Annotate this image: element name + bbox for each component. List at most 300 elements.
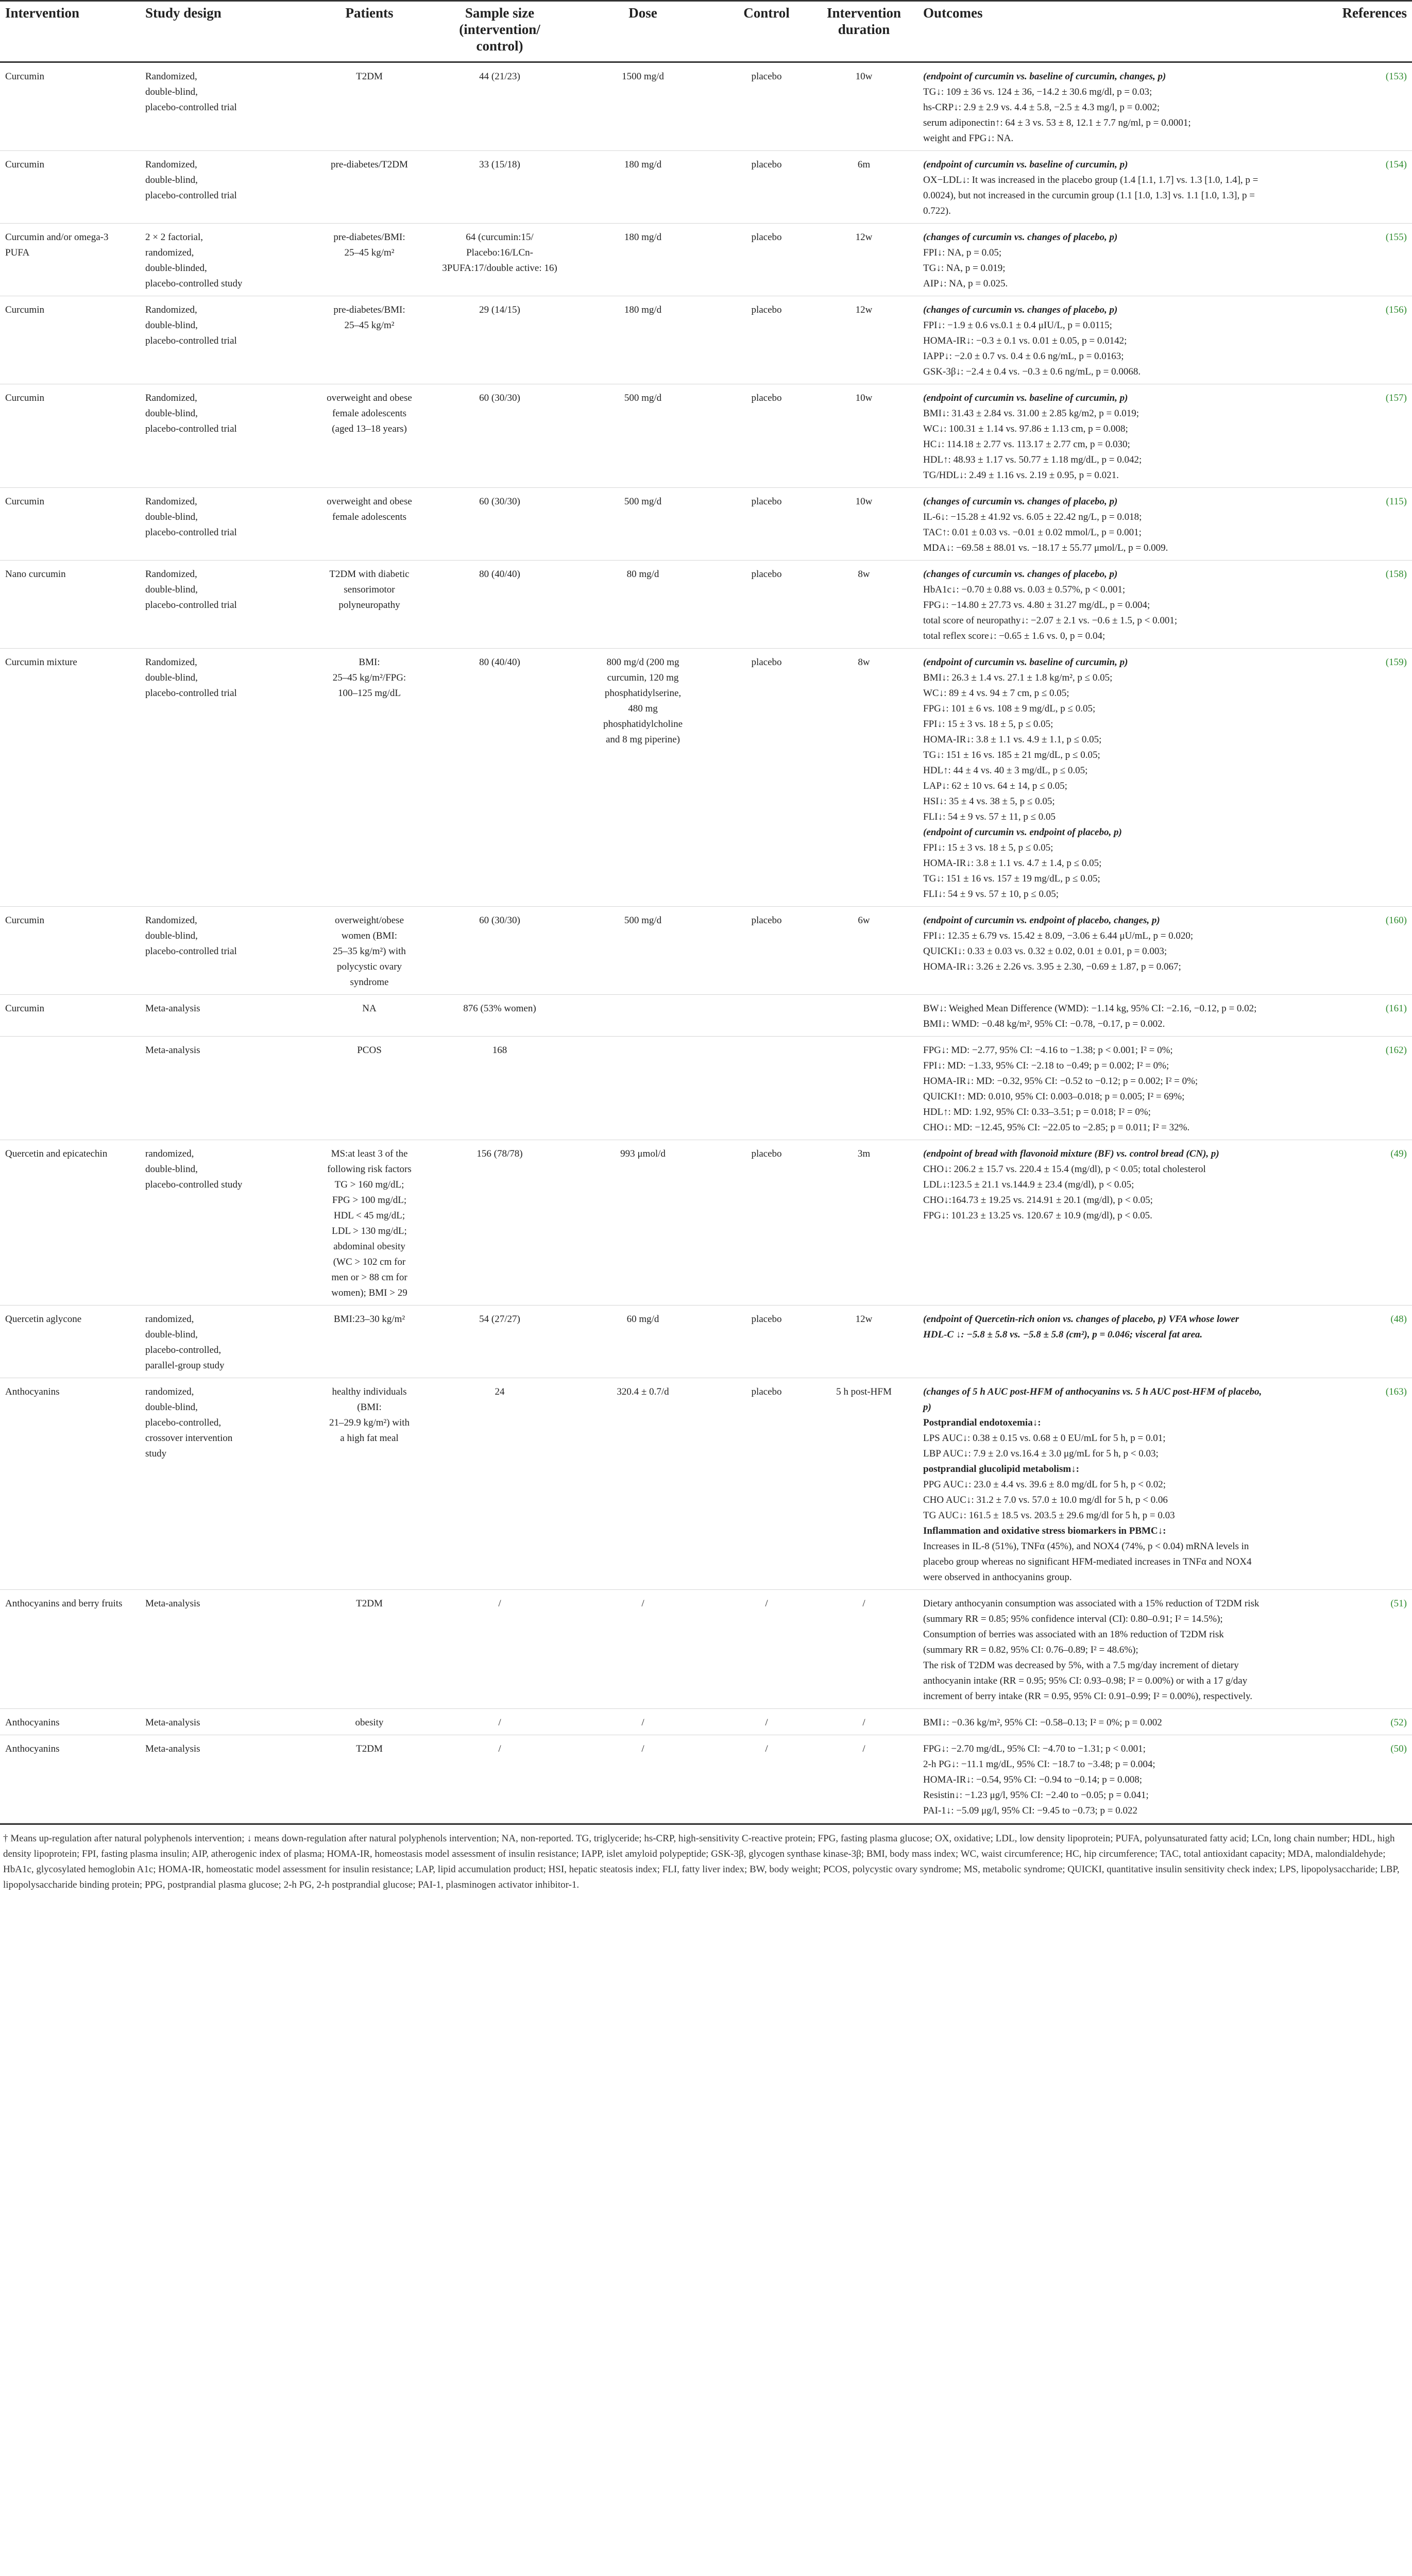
study-design-line: double-blind, — [145, 175, 198, 185]
patients-line: men or > 88 cm for — [331, 1272, 407, 1283]
intervention-text: Quercetin and epicatechin — [5, 1148, 108, 1159]
study-design-line: placebo-controlled trial — [145, 600, 237, 611]
outcome-line: HOMA-IR↓: 3.26 ± 2.26 vs. 3.95 ± 2.30, −0.69 ± 1.87, p = 0.067; — [923, 961, 1181, 972]
outcome-line: MDA↓: −69.58 ± 88.01 vs. −18.17 ± 55.77 μmol/L, p = 0.009. — [923, 543, 1168, 553]
study-design-line: placebo-controlled trial — [145, 946, 237, 957]
patients-cell — [302, 384, 437, 488]
sample-size-text: 168 — [492, 1045, 507, 1056]
control-cell — [723, 62, 810, 151]
reference-link[interactable]: (50) — [1390, 1743, 1407, 1754]
study-design-cell — [140, 384, 302, 488]
outcome-line: IL-6↓: −15.28 ± 41.92 vs. 6.05 ± 22.42 ng/L, p = 0.018; — [923, 512, 1142, 522]
sample-size-cell — [437, 384, 563, 488]
study-design-cell — [140, 649, 302, 907]
table-row — [0, 1306, 1412, 1378]
dose-cell — [563, 384, 723, 488]
patients-line: pre-diabetes/T2DM — [331, 159, 408, 170]
reference-link[interactable]: (162) — [1385, 1045, 1407, 1056]
outcome-line: HOMA-IR↓: −0.3 ± 0.1 vs. 0.01 ± 0.05, p = 0.0142; — [923, 335, 1127, 346]
patients-line: HDL < 45 mg/dL; — [333, 1210, 405, 1221]
control-cell — [723, 296, 810, 384]
sample-size-cell — [437, 1378, 563, 1590]
duration-text: 10w — [855, 496, 873, 507]
intervention-text: Curcumin — [5, 71, 44, 82]
dose-line: 80 mg/d — [626, 569, 659, 580]
study-design-line: Meta-analysis — [145, 1045, 200, 1056]
dose-line: 800 mg/d (200 mg — [606, 657, 679, 668]
patients-line: obesity — [355, 1717, 384, 1728]
study-design-cell — [140, 1037, 302, 1140]
patients-line: pre-diabetes/BMI: — [333, 304, 405, 315]
duration-cell — [810, 296, 918, 384]
outcomes-cell — [918, 151, 1268, 224]
dose-cell — [563, 1735, 723, 1823]
control-text: placebo — [751, 232, 782, 243]
duration-text: 8w — [858, 569, 870, 580]
dose-line: 500 mg/d — [624, 393, 662, 403]
study-design-line: double-blind, — [145, 930, 198, 941]
control-cell — [723, 995, 810, 1037]
outcome-line: TG↓: NA, p = 0.019; — [923, 263, 1006, 274]
intervention-text: Curcumin — [5, 159, 44, 170]
study-design-cell — [140, 561, 302, 649]
outcomes-cell — [918, 1140, 1268, 1306]
patients-cell — [302, 649, 437, 907]
sample-size-text: 29 (14/15) — [479, 304, 520, 315]
patients-line: TG > 160 mg/dL; — [334, 1179, 404, 1190]
duration-cell — [810, 1590, 918, 1709]
duration-cell — [810, 1378, 918, 1590]
intervention-cell — [0, 151, 140, 224]
study-design-line: double-blind, — [145, 584, 198, 595]
intervention-cell — [0, 1735, 140, 1823]
patients-line: T2DM — [356, 1598, 383, 1609]
dose-line: curcumin, 120 mg — [607, 672, 679, 683]
duration-text: 12w — [855, 232, 873, 243]
study-design-line: double-blind, — [145, 408, 198, 419]
outcome-line: TAC↑: 0.01 ± 0.03 vs. −0.01 ± 0.02 mmol/L, p = 0.001; — [923, 527, 1142, 538]
control-text: / — [765, 1743, 768, 1754]
dose-line: 480 mg — [628, 703, 658, 714]
intervention-cell — [0, 1590, 140, 1709]
control-text: placebo — [751, 393, 782, 403]
duration-cell — [810, 1735, 918, 1823]
dose-cell — [563, 995, 723, 1037]
outcome-line: Resistin↓: −1.23 μg/l, 95% CI: −2.40 to −0.05; p = 0.041; — [923, 1790, 1149, 1801]
dose-line: 500 mg/d — [624, 496, 662, 507]
reference-link[interactable]: (52) — [1390, 1717, 1407, 1728]
patients-cell — [302, 561, 437, 649]
outcomes-cell — [918, 488, 1268, 561]
outcome-line: GSK-3β↓: −2.4 ± 0.4 vs. −0.3 ± 0.6 ng/mL, p = 0.0068. — [923, 366, 1141, 377]
outcome-line: FPI↓: 15 ± 3 vs. 18 ± 5, p ≤ 0.05; — [923, 719, 1053, 730]
sample-size-cell — [437, 995, 563, 1037]
dose-cell — [563, 296, 723, 384]
sample-size-cell — [437, 1709, 563, 1735]
intervention-cell — [0, 907, 140, 995]
sample-size-text: 60 (30/30) — [479, 915, 520, 926]
footnote: † Means up-regulation after natural polyphenols intervention; ↓ means down-regulation after natural polyphenols intervention; NA, non-reported. TG, triglyceride; hs-CRP, high-sensitivity C-reactive protein; FPG, fasting plasma glucose; OX, oxidative; LDL, low density lipoprotein; PUFA, polyunsaturated fatty acid; LCn, long chain number; HDL, high density lipoprotein; FPI, fasting plasma insulin; AIP, atherogenic index of plasma; HOMA-IR, homeostasis model assessment of insulin resistance; IAPP, islet amyloid polypeptide; GSK-3β, glycogen synthase kinase-3β; BMI, body mass index; WC, waist circumference; HC, hip circumference; TAC, total antioxidant capacity; MDA, malondialdehyde; HbA1c, glycosylated hemoglobin A1c; HOMA-IR, homeostatic model assessment for insulin resistance; LAP, lipid accumulation product; HSI, hepatic steatosis index; FLI, fatty liver index; BW, body weight; PCOS, polycystic ovary syndrome; MS, metabolic syndrome; QUICKI, quantitative insulin sensitivity check index; LPS, lipopolysaccharide; LBP, lipopolysaccharide binding protein; PPG, postprandial plasma glucose; 2-h PG, 2-h postprandial glucose; PAI-1, plasminogen activator inhibitor-1. — [0, 1823, 1412, 1893]
duration-cell — [810, 224, 918, 296]
patients-cell — [302, 62, 437, 151]
dose-line: / — [641, 1598, 644, 1609]
study-design-line: Meta-analysis — [145, 1598, 200, 1609]
control-text: placebo — [751, 569, 782, 580]
table-row — [0, 384, 1412, 488]
patients-cell — [302, 1037, 437, 1140]
duration-text: 10w — [855, 71, 873, 82]
study-design-cell — [140, 1590, 302, 1709]
outcome-line: (changes of curcumin vs. changes of placebo, p) — [923, 496, 1118, 507]
reference-link[interactable]: (163) — [1385, 1386, 1407, 1397]
control-cell — [723, 224, 810, 296]
patients-cell — [302, 1709, 437, 1735]
col-duration: Intervention duration — [810, 1, 918, 62]
outcome-line: postprandial glucolipid metabolism↓: — [923, 1464, 1079, 1475]
outcome-line: HOMA-IR↓: −0.54, 95% CI: −0.94 to −0.14; p = 0.008; — [923, 1774, 1142, 1785]
study-design-line: double-blind, — [145, 320, 198, 331]
study-design-cell — [140, 296, 302, 384]
study-design-cell — [140, 1378, 302, 1590]
reference-cell — [1268, 907, 1412, 995]
outcome-line: TG↓: 151 ± 16 vs. 157 ± 19 mg/dL, p ≤ 0.05; — [923, 873, 1100, 884]
control-text: placebo — [751, 1386, 782, 1397]
study-design-line: placebo-controlled, — [145, 1417, 222, 1428]
control-text: placebo — [751, 1148, 782, 1159]
control-text: placebo — [751, 304, 782, 315]
study-design-line: placebo-controlled trial — [145, 688, 237, 699]
outcome-line: HOMA-IR↓: 3.8 ± 1.1 vs. 4.9 ± 1.1, p ≤ 0.05; — [923, 734, 1102, 745]
intervention-text: Anthocyanins — [5, 1743, 60, 1754]
intervention-text: Quercetin aglycone — [5, 1314, 82, 1325]
control-cell — [723, 1037, 810, 1140]
dose-cell — [563, 1709, 723, 1735]
sample-size-cell — [437, 649, 563, 907]
reference-link[interactable]: (158) — [1385, 569, 1407, 580]
study-design-line: double-blind, — [145, 87, 198, 97]
table-row — [0, 488, 1412, 561]
reference-link[interactable]: (161) — [1385, 1003, 1407, 1014]
intervention-cell — [0, 649, 140, 907]
outcome-line: FPI↓: MD: −1.33, 95% CI: −2.18 to −0.49; p = 0.002; I² = 0%; — [923, 1060, 1169, 1071]
duration-cell — [810, 151, 918, 224]
patients-cell — [302, 1140, 437, 1306]
outcome-line: TG/HDL↓: 2.49 ± 1.16 vs. 2.19 ± 0.95, p = 0.021. — [923, 470, 1119, 481]
patients-line: T2DM — [356, 71, 383, 82]
control-cell — [723, 1140, 810, 1306]
reference-link[interactable]: (115) — [1386, 496, 1407, 507]
patients-line: pre-diabetes/BMI: — [333, 232, 405, 243]
intervention-cell — [0, 62, 140, 151]
reference-cell — [1268, 1140, 1412, 1306]
sample-size-text: 876 (53% women) — [463, 1003, 536, 1014]
outcome-line: HOMA-IR↓: MD: −0.32, 95% CI: −0.52 to −0.12; p = 0.002; I² = 0%; — [923, 1076, 1198, 1087]
table-row — [0, 1140, 1412, 1306]
outcome-line: PAI-1↓: −5.09 μg/l, 95% CI: −9.45 to −0.73; p = 0.022 — [923, 1805, 1137, 1816]
patients-cell — [302, 1735, 437, 1823]
dose-cell — [563, 561, 723, 649]
reference-link[interactable]: (48) — [1390, 1314, 1407, 1325]
outcome-line: (endpoint of Quercetin-rich onion vs. changes of placebo, p) VFA whose lower HDL-C ↓: −5.8 ± 5.8 vs. −5.8 ± 5.8 (cm²), p = 0.046; visceral fat area. — [923, 1314, 1239, 1340]
study-design-line: Randomized, — [145, 71, 197, 82]
outcome-line: CHO↓: MD: −12.45, 95% CI: −22.05 to −2.85; p = 0.011; I² = 32%. — [923, 1122, 1190, 1133]
intervention-cell — [0, 296, 140, 384]
outcome-line: BMI↓: WMD: −0.48 kg/m², 95% CI: −0.78, −0.17, p = 0.002. — [923, 1019, 1165, 1029]
dose-line: 500 mg/d — [624, 915, 662, 926]
table-row — [0, 1735, 1412, 1823]
reference-link[interactable]: (51) — [1390, 1598, 1407, 1609]
control-text: placebo — [751, 915, 782, 926]
outcome-line: FPI↓: −1.9 ± 0.6 vs.0.1 ± 0.4 μIU/L, p = 0.0115; — [923, 320, 1112, 331]
reference-link[interactable]: (159) — [1385, 657, 1407, 668]
intervention-text: Curcumin — [5, 304, 44, 315]
study-design-line: placebo-controlled trial — [145, 423, 237, 434]
table-row — [0, 1378, 1412, 1590]
intervention-cell — [0, 561, 140, 649]
outcome-line: CHO AUC↓: 31.2 ± 7.0 vs. 57.0 ± 10.0 mg/dl for 5 h, p < 0.06 — [923, 1495, 1168, 1505]
reference-cell — [1268, 488, 1412, 561]
reference-cell — [1268, 561, 1412, 649]
outcome-line: total score of neuropathy↓: −2.07 ± 2.1 vs. −0.6 ± 1.5, p < 0.001; — [923, 615, 1178, 626]
outcomes-cell — [918, 995, 1268, 1037]
control-text: placebo — [751, 71, 782, 82]
study-design-line: placebo-controlled study — [145, 1179, 243, 1190]
outcome-line: HbA1c↓: −0.70 ± 0.88 vs. 0.03 ± 0.57%, p < 0.001; — [923, 584, 1126, 595]
outcome-line: The risk of T2DM was decreased by 5%, with a 7.5 mg/day increment of dietary anthocyanin intake (RR = 0.95; 95% CI: 0.93–0.98; I² = 0.00%) or with a 17 g/day increment of berry intake (RR = 0.95, 95% CI: 0.91–0.99; I² = 0.00%), respectively. — [923, 1660, 1253, 1702]
outcomes-cell — [918, 224, 1268, 296]
patients-line: sensorimotor — [344, 584, 395, 595]
study-design-line: placebo-controlled trial — [145, 190, 237, 201]
reference-link[interactable]: (156) — [1385, 304, 1407, 315]
study-design-line: randomized, — [145, 1148, 194, 1159]
dose-cell — [563, 151, 723, 224]
col-dose: Dose — [563, 1, 723, 62]
duration-text: 10w — [855, 393, 873, 403]
reference-cell — [1268, 1037, 1412, 1140]
patients-line: LDL > 130 mg/dL; — [332, 1226, 407, 1236]
duration-text: / — [862, 1717, 865, 1728]
outcome-line: BW↓: Weighed Mean Difference (WMD): −1.14 kg, 95% CI: −2.16, −0.12, p = 0.02; — [923, 1003, 1257, 1014]
outcome-line: OX−LDL↓: It was increased in the placebo group (1.4 [1.1, 1.7] vs. 1.3 [1.0, 1.4], p = 0.0024), but not increased in the curcumin group (1.1 [1.0, 1.3] vs. 1.1 [1.0, 1.3], p = 0.722). — [923, 175, 1258, 216]
intervention-text: Nano curcumin — [5, 569, 66, 580]
duration-text: / — [862, 1743, 865, 1754]
study-design-line: placebo-controlled, — [145, 1345, 222, 1355]
patients-line: healthy individuals — [332, 1386, 407, 1397]
outcome-line: BMI↓: 31.43 ± 2.84 vs. 31.00 ± 2.85 kg/m2, p = 0.019; — [923, 408, 1139, 419]
reference-link[interactable]: (157) — [1385, 393, 1407, 403]
outcome-line: (endpoint of curcumin vs. endpoint of placebo, p) — [923, 827, 1122, 838]
study-design-line: Randomized, — [145, 159, 197, 170]
outcome-line: CHO↓: 206.2 ± 15.7 vs. 220.4 ± 15.4 (mg/dl), p < 0.05; total cholesterol — [923, 1164, 1206, 1175]
patients-line: a high fat meal — [340, 1433, 399, 1444]
reference-link[interactable]: (155) — [1385, 232, 1407, 243]
reference-cell — [1268, 1590, 1412, 1709]
dose-cell — [563, 1306, 723, 1378]
sample-size-cell — [437, 296, 563, 384]
study-design-line: double-blind, — [145, 1164, 198, 1175]
patients-line: 21–29.9 kg/m²) with — [329, 1417, 410, 1428]
table-row — [0, 62, 1412, 151]
reference-link[interactable]: (160) — [1385, 915, 1407, 926]
duration-text: 5 h post-HFM — [836, 1386, 892, 1397]
dose-line: 993 μmol/d — [620, 1148, 666, 1159]
outcome-line: QUICKI↓: 0.33 ± 0.03 vs. 0.32 ± 0.02, 0.01 ± 0.01, p = 0.003; — [923, 946, 1167, 957]
outcomes-cell — [918, 1735, 1268, 1823]
dose-line: / — [641, 1717, 644, 1728]
sample-size-text: 64 (curcumin:15/ Placebo:16/LCn-3PUFA:17/double active: 16) — [442, 232, 557, 274]
outcome-line: FPI↓: 15 ± 3 vs. 18 ± 5, p ≤ 0.05; — [923, 842, 1053, 853]
table-row — [0, 1590, 1412, 1709]
reference-cell — [1268, 1378, 1412, 1590]
table-row — [0, 296, 1412, 384]
outcome-line: (endpoint of curcumin vs. baseline of curcumin, changes, p) — [923, 71, 1166, 82]
duration-text: 8w — [858, 657, 870, 668]
sample-size-text: 156 (78/78) — [477, 1148, 523, 1159]
patients-line: BMI:23–30 kg/m² — [333, 1314, 405, 1325]
col-study-design: Study design — [140, 1, 302, 62]
intervention-cell — [0, 1378, 140, 1590]
dose-cell — [563, 488, 723, 561]
outcome-line: FLI↓: 54 ± 9 vs. 57 ± 10, p ≤ 0.05; — [923, 889, 1059, 900]
control-cell — [723, 1306, 810, 1378]
outcomes-cell — [918, 1306, 1268, 1378]
outcome-line: IAPP↓: −2.0 ± 0.7 vs. 0.4 ± 0.6 ng/mL, p = 0.0163; — [923, 351, 1124, 362]
sample-size-cell — [437, 1037, 563, 1140]
outcome-line: FPG↓: 101 ± 6 vs. 108 ± 9 mg/dL, p ≤ 0.05; — [923, 703, 1096, 714]
duration-cell — [810, 907, 918, 995]
sample-size-text: 80 (40/40) — [479, 657, 520, 668]
patients-line: women); BMI > 29 — [331, 1287, 407, 1298]
patients-line: syndrome — [350, 977, 389, 988]
sample-size-cell — [437, 224, 563, 296]
outcome-line: Consumption of berries was associated with an 18% reduction of T2DM risk (summary RR = 0.82, 95% CI: 0.76–0.89; I² = 48.6%); — [923, 1629, 1224, 1655]
table-body — [0, 62, 1412, 1823]
patients-line: BMI: — [359, 657, 380, 668]
duration-text: / — [862, 1598, 865, 1609]
dose-cell — [563, 649, 723, 907]
patients-cell — [302, 1306, 437, 1378]
outcome-line: Inflammation and oxidative stress biomarkers in PBMC↓: — [923, 1526, 1166, 1536]
study-design-line: Meta-analysis — [145, 1717, 200, 1728]
duration-cell — [810, 1037, 918, 1140]
outcome-line: LAP↓: 62 ± 10 vs. 64 ± 14, p ≤ 0.05; — [923, 781, 1067, 791]
outcome-line: HDL↑: 48.93 ± 1.17 vs. 50.77 ± 1.18 mg/dL, p = 0.042; — [923, 454, 1142, 465]
study-design-cell — [140, 151, 302, 224]
control-cell — [723, 1378, 810, 1590]
study-design-line: 2 × 2 factorial, — [145, 232, 203, 243]
sample-size-cell — [437, 151, 563, 224]
study-design-line: Randomized, — [145, 657, 197, 668]
outcome-line: 2-h PG↓: −11.1 mg/dL, 95% CI: −18.7 to −3.48; p = 0.004; — [923, 1759, 1155, 1770]
sample-size-text: 54 (27/27) — [479, 1314, 520, 1325]
dose-line: 320.4 ± 0.7/d — [617, 1386, 669, 1397]
reference-cell — [1268, 384, 1412, 488]
patients-line: 25–45 kg/m² — [344, 247, 395, 258]
col-sample-size: Sample size (intervention/ control) — [437, 1, 563, 62]
col-intervention: Intervention — [0, 1, 140, 62]
sample-size-text: 60 (30/30) — [479, 393, 520, 403]
study-design-line: Randomized, — [145, 915, 197, 926]
outcomes-cell — [918, 1590, 1268, 1709]
duration-cell — [810, 995, 918, 1037]
study-design-line: study — [145, 1448, 167, 1459]
outcome-line: FPG↓: 101.23 ± 13.25 vs. 120.67 ± 10.9 (mg/dl), p < 0.05. — [923, 1210, 1152, 1221]
dose-line: / — [641, 1743, 644, 1754]
study-design-cell — [140, 1735, 302, 1823]
patients-line: 25–35 kg/m²) with — [333, 946, 406, 957]
outcomes-cell — [918, 1037, 1268, 1140]
duration-text: 6w — [858, 915, 870, 926]
study-design-line: placebo-controlled study — [145, 278, 243, 289]
sample-size-cell — [437, 1735, 563, 1823]
control-text: placebo — [751, 159, 782, 170]
outcome-line: TG↓: 151 ± 16 vs. 185 ± 21 mg/dL, p ≤ 0.05; — [923, 750, 1100, 760]
outcome-line: TG↓: 109 ± 36 vs. 124 ± 36, −14.2 ± 30.6 mg/dl, p = 0.03; — [923, 87, 1152, 97]
reference-link[interactable]: (153) — [1385, 71, 1407, 82]
reference-link[interactable]: (49) — [1390, 1148, 1407, 1159]
study-design-line: placebo-controlled trial — [145, 335, 237, 346]
reference-link[interactable]: (154) — [1385, 159, 1407, 170]
patients-line: 25–45 kg/m² — [344, 320, 395, 331]
study-design-cell — [140, 1709, 302, 1735]
outcome-line: Dietary anthocyanin consumption was associated with a 15% reduction of T2DM risk (summary RR = 0.85; 95% confidence interval (CI): 0.80–0.91; I² = 14.5%); — [923, 1598, 1260, 1624]
control-text: / — [765, 1717, 768, 1728]
outcome-line: FLI↓: 54 ± 9 vs. 57 ± 11, p ≤ 0.05 — [923, 811, 1056, 822]
study-design-line: parallel-group study — [145, 1360, 225, 1371]
patients-cell — [302, 224, 437, 296]
study-design-line: placebo-controlled trial — [145, 102, 237, 113]
patients-line: following risk factors — [327, 1164, 412, 1175]
sample-size-text: 60 (30/30) — [479, 496, 520, 507]
study-design-line: randomized, — [145, 1314, 194, 1325]
outcome-line: HSI↓: 35 ± 4 vs. 38 ± 5, p ≤ 0.05; — [923, 796, 1055, 807]
intervention-text: Anthocyanins — [5, 1386, 60, 1397]
control-cell — [723, 1590, 810, 1709]
outcome-line: hs-CRP↓: 2.9 ± 2.9 vs. 4.4 ± 5.8, −2.5 ± 4.3 mg/l, p = 0.002; — [923, 102, 1160, 113]
reference-cell — [1268, 151, 1412, 224]
outcome-line: BMI↓: 26.3 ± 1.4 vs. 27.1 ± 1.8 kg/m², p ≤ 0.05; — [923, 672, 1113, 683]
outcome-line: FPI↓: 12.35 ± 6.79 vs. 15.42 ± 8.09, −3.06 ± 6.44 μU/mL, p = 0.020; — [923, 930, 1194, 941]
dose-line: 180 mg/d — [624, 159, 662, 170]
outcome-line: total reflex score↓: −0.65 ± 1.6 vs. 0, p = 0.04; — [923, 631, 1105, 641]
control-text: placebo — [751, 1314, 782, 1325]
patients-line: overweight and obese — [327, 393, 412, 403]
intervention-cell — [0, 384, 140, 488]
reference-cell — [1268, 1735, 1412, 1823]
outcome-line: (changes of curcumin vs. changes of placebo, p) — [923, 569, 1118, 580]
outcome-line: QUICKI↑: MD: 0.010, 95% CI: 0.003–0.018; p = 0.005; I² = 69%; — [923, 1091, 1185, 1102]
duration-cell — [810, 384, 918, 488]
dose-cell — [563, 1378, 723, 1590]
duration-cell — [810, 62, 918, 151]
control-text: placebo — [751, 657, 782, 668]
reference-cell — [1268, 62, 1412, 151]
intervention-cell — [0, 995, 140, 1037]
outcome-line: (endpoint of curcumin vs. baseline of curcumin, p) — [923, 657, 1128, 668]
control-cell — [723, 384, 810, 488]
outcome-line: (endpoint of curcumin vs. endpoint of placebo, changes, p) — [923, 915, 1160, 926]
patients-line: NA — [362, 1003, 377, 1014]
reference-cell — [1268, 224, 1412, 296]
outcome-line: (changes of curcumin vs. changes of placebo, p) — [923, 304, 1118, 315]
dose-cell — [563, 1037, 723, 1140]
intervention-text: Curcumin — [5, 393, 44, 403]
sample-size-cell — [437, 1306, 563, 1378]
study-design-line: placebo-controlled trial — [145, 527, 237, 538]
outcome-line: weight and FPG↓: NA. — [923, 133, 1014, 144]
study-design-line: randomized, — [145, 247, 194, 258]
sample-size-text: / — [498, 1598, 501, 1609]
